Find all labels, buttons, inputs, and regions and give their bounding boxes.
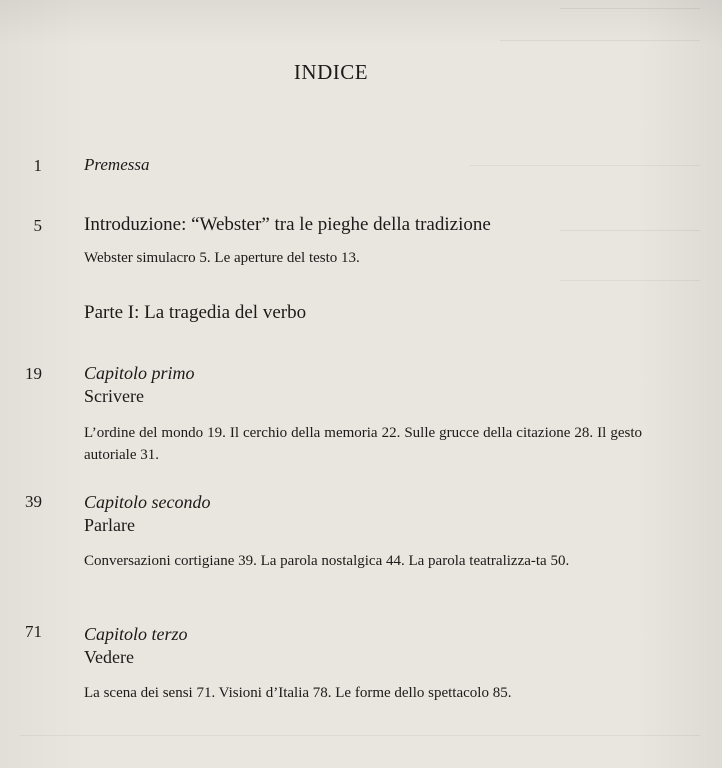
index-heading: INDICE bbox=[293, 60, 369, 84]
chapter-2-sections: Conversazioni cortigiane 39. La parola nostalgica 44. La parola teatralizza-ta 50. bbox=[84, 553, 570, 569]
chapter-3-title: Vedere bbox=[84, 647, 134, 667]
chapter-1-label: Capitolo primo bbox=[84, 363, 195, 383]
premessa-page-number: 1 bbox=[33, 156, 42, 175]
chapter-1-sections: L’ordine del mondo 19. Il cerchio della memoria 22. Sulle grucce della citazione 28. Il gesto autoriale 31. bbox=[84, 425, 642, 463]
premessa-title: Premessa bbox=[84, 155, 150, 174]
chapter-2-label: Capitolo secondo bbox=[84, 492, 211, 512]
show-through-line bbox=[500, 40, 700, 49]
chapter-3-label: Capitolo terzo bbox=[84, 624, 188, 644]
show-through-line bbox=[560, 280, 700, 289]
chapter-2-title: Parlare bbox=[84, 515, 135, 535]
chapter-1-title: Scrivere bbox=[84, 386, 144, 406]
introduzione-sections: Webster simulacro 5. Le aperture del testo 13. bbox=[84, 250, 360, 266]
show-through-line bbox=[560, 8, 700, 17]
chapter-3-sections: La scena dei sensi 71. Visioni d’Italia 78. Le forme dello spettacolo 85. bbox=[84, 685, 512, 701]
chapter-2-page-number: 39 bbox=[25, 492, 42, 511]
chapter-3-page-number: 71 bbox=[25, 622, 42, 641]
introduzione-page-number: 5 bbox=[33, 216, 42, 235]
part-title: Parte I: La tragedia del verbo bbox=[84, 302, 307, 323]
introduzione-title: Introduzione: “Webster” tra le pieghe della tradizione bbox=[84, 214, 491, 235]
chapter-1-page-number: 19 bbox=[25, 364, 42, 383]
show-through-line bbox=[20, 735, 700, 744]
